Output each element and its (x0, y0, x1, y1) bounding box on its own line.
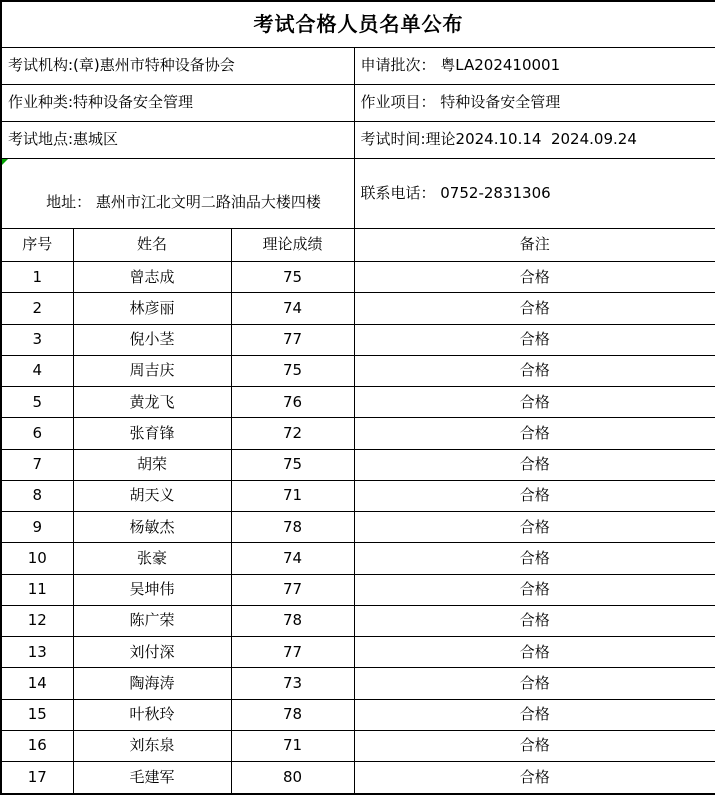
name-cell: 陈广荣 (73, 605, 231, 636)
table-row (1, 355, 715, 386)
score-cell: 77 (231, 574, 354, 605)
remark-cell: 合格 (354, 637, 715, 668)
info-application-batch: 申请批次： 粤LA202410001 (354, 48, 715, 85)
serial-cell: 12 (1, 605, 73, 636)
score-cell: 76 (231, 387, 354, 418)
table-row (1, 637, 715, 668)
score-cell: 77 (231, 637, 354, 668)
column-header-serial: 序号 (1, 229, 73, 262)
remark-cell: 合格 (354, 512, 715, 543)
name-cell: 陶海涛 (73, 668, 231, 699)
serial-cell: 3 (1, 324, 73, 355)
name-cell: 张豪 (73, 543, 231, 574)
name-cell: 曾志成 (73, 262, 231, 293)
remark-cell: 合格 (354, 355, 715, 386)
remark-cell: 合格 (354, 480, 715, 511)
name-cell: 毛建军 (73, 762, 231, 794)
info-row-1 (1, 48, 715, 85)
serial-cell: 9 (1, 512, 73, 543)
table-row (1, 418, 715, 449)
score-cell: 78 (231, 699, 354, 730)
remark-cell: 合格 (354, 668, 715, 699)
serial-cell: 2 (1, 293, 73, 324)
info-row-4 (1, 159, 715, 229)
score-cell: 78 (231, 605, 354, 636)
remark-cell: 合格 (354, 699, 715, 730)
table-row (1, 262, 715, 293)
table-row (1, 449, 715, 480)
serial-cell: 13 (1, 637, 73, 668)
column-header-theory-score: 理论成绩 (231, 229, 354, 262)
table-row (1, 543, 715, 574)
table-row (1, 605, 715, 636)
remark-cell: 合格 (354, 293, 715, 324)
name-cell: 胡天义 (73, 480, 231, 511)
remark-cell: 合格 (354, 324, 715, 355)
info-exam-time: 考试时间:理论2024.10.14 2024.09.24 (354, 122, 715, 159)
info-contact-phone: 联系电话： 0752-2831306 (354, 159, 715, 229)
name-cell: 叶秋玲 (73, 699, 231, 730)
remark-cell: 合格 (354, 762, 715, 794)
page-title: 考试合格人员名单公布 (1, 1, 715, 48)
name-cell: 杨敏杰 (73, 512, 231, 543)
name-cell: 周吉庆 (73, 355, 231, 386)
score-cell: 77 (231, 324, 354, 355)
remark-cell: 合格 (354, 543, 715, 574)
serial-cell: 1 (1, 262, 73, 293)
score-cell: 72 (231, 418, 354, 449)
info-exam-org: 考试机构:(章)惠州市特种设备协会 (1, 48, 354, 85)
remark-cell: 合格 (354, 449, 715, 480)
name-cell: 胡荣 (73, 449, 231, 480)
serial-cell: 5 (1, 387, 73, 418)
name-cell: 林彦丽 (73, 293, 231, 324)
table-row (1, 668, 715, 699)
name-cell: 倪小茎 (73, 324, 231, 355)
serial-cell: 4 (1, 355, 73, 386)
table-row (1, 730, 715, 761)
serial-cell: 11 (1, 574, 73, 605)
remark-cell: 合格 (354, 387, 715, 418)
score-cell: 74 (231, 293, 354, 324)
score-cell: 75 (231, 355, 354, 386)
table-row (1, 574, 715, 605)
title-row (1, 1, 715, 48)
serial-cell: 6 (1, 418, 73, 449)
serial-cell: 8 (1, 480, 73, 511)
score-cell: 71 (231, 480, 354, 511)
score-cell: 75 (231, 449, 354, 480)
table-row (1, 293, 715, 324)
column-header-remark: 备注 (354, 229, 715, 262)
cell-error-indicator-icon (2, 159, 8, 165)
name-cell: 刘付深 (73, 637, 231, 668)
info-address (1, 159, 354, 229)
info-row-2 (1, 85, 715, 122)
remark-cell: 合格 (354, 574, 715, 605)
table-row (1, 512, 715, 543)
score-cell: 71 (231, 730, 354, 761)
remark-cell: 合格 (354, 605, 715, 636)
table-row (1, 699, 715, 730)
name-cell: 刘东泉 (73, 730, 231, 761)
info-work-project: 作业项目： 特种设备安全管理 (354, 85, 715, 122)
score-cell: 73 (231, 668, 354, 699)
score-cell: 78 (231, 512, 354, 543)
serial-cell: 15 (1, 699, 73, 730)
serial-cell: 10 (1, 543, 73, 574)
info-address-text: 地址： 惠州市江北文明二路油品大楼四楼 (46, 192, 321, 211)
info-exam-location: 考试地点:惠城区 (1, 122, 354, 159)
table-row (1, 387, 715, 418)
score-cell: 74 (231, 543, 354, 574)
table-row (1, 480, 715, 511)
serial-cell: 16 (1, 730, 73, 761)
serial-cell: 14 (1, 668, 73, 699)
serial-cell: 17 (1, 762, 73, 794)
name-cell: 张育锋 (73, 418, 231, 449)
name-cell: 黄龙飞 (73, 387, 231, 418)
info-work-category: 作业种类:特种设备安全管理 (1, 85, 354, 122)
remark-cell: 合格 (354, 418, 715, 449)
score-cell: 75 (231, 262, 354, 293)
remark-cell: 合格 (354, 262, 715, 293)
name-cell: 吴坤伟 (73, 574, 231, 605)
serial-cell: 7 (1, 449, 73, 480)
table-row (1, 762, 715, 794)
column-header-name: 姓名 (73, 229, 231, 262)
column-header-row (1, 229, 715, 262)
score-cell: 80 (231, 762, 354, 794)
table-row (1, 324, 715, 355)
info-row-3 (1, 122, 715, 159)
remark-cell: 合格 (354, 730, 715, 761)
